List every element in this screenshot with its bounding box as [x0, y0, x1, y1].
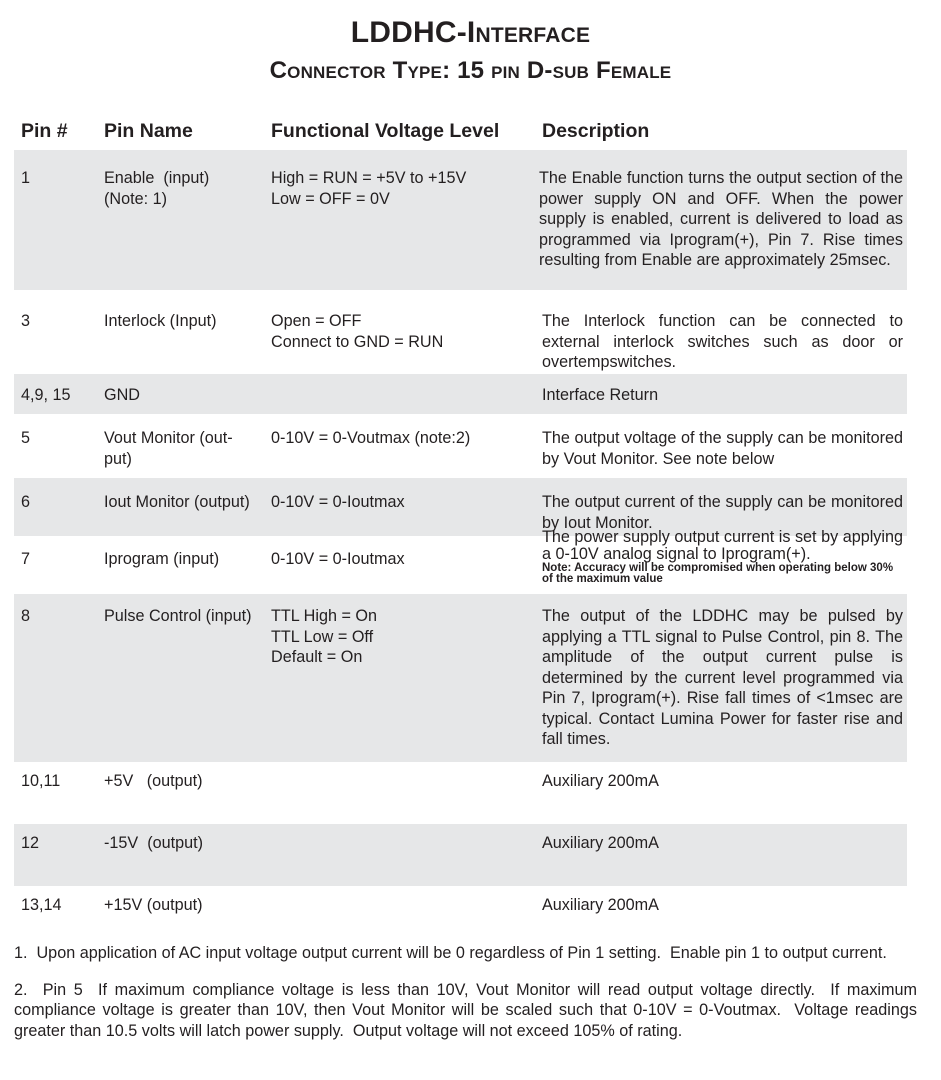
- pin-description: Auxiliary 200mA: [542, 772, 659, 790]
- voltage-level: 0-10V = 0-Ioutmax: [271, 550, 405, 568]
- pin-number: 12: [21, 834, 40, 852]
- header-pin: Pin #: [21, 120, 68, 142]
- pin-description: The power supply output current is set by applying a 0-10V analog signal to Iprogram(+). Note: Accuracy will be compromised when operating below 30% of the maximum value: [542, 528, 903, 585]
- header-description: Description: [542, 120, 650, 142]
- pin-number: 3: [21, 312, 31, 330]
- table-row: [14, 762, 907, 824]
- pin-name: Iout Monitor (output): [104, 493, 250, 511]
- pin-description: The output current of the supply can be monitored by Iout Monitor.: [542, 493, 903, 532]
- voltage-level: TTL High = On TTL Low = Off Default = On: [271, 607, 378, 666]
- footnote-2: 2. Pin 5 If maximum compliance voltage is less than 10V, Vout Monitor will read output voltage directly. If maximum compliance voltage is greater than 10V, then Vout Monitor will be scaled such that 0-10V = 0-Voutmax. Voltage readings greater than 10.5 volts will latch power supply. Output voltage will not exceed 105% of rating.: [14, 980, 922, 1040]
- table-row: [14, 886, 907, 936]
- table-row: [14, 528, 907, 594]
- pin-number: 6: [21, 493, 31, 511]
- pin-table: [14, 120, 907, 936]
- pin-number: 1: [21, 169, 31, 187]
- pin-name: Iprogram (input): [104, 550, 220, 568]
- table-row: [14, 374, 907, 414]
- pin-name: +15V (output): [104, 896, 203, 914]
- pin-name: Pulse Control (input): [104, 607, 252, 625]
- pin-number: 4,9, 15: [21, 386, 71, 404]
- pin-description: The output voltage of the supply can be monitored by Vout Monitor. See note below: [542, 429, 903, 468]
- pin-name: +5V (output): [104, 772, 203, 790]
- pin-number: 7: [21, 550, 31, 568]
- pin-name: Enable (input) (Note: 1): [104, 169, 210, 208]
- pin-description: The Interlock function can be connected to external interlock switches such as door or overtempswitches.: [542, 312, 903, 371]
- voltage-level: Open = OFF Connect to GND = RUN: [271, 312, 444, 351]
- pin-description: Auxiliary 200mA: [542, 834, 659, 852]
- pin-name: GND: [104, 386, 140, 404]
- pin-number: 5: [21, 429, 31, 447]
- voltage-level: 0-10V = 0-Voutmax (note:2): [271, 429, 471, 447]
- page-subtitle: Connector Type: 15 pin D-sub Female: [269, 57, 672, 84]
- table-row: [14, 824, 907, 886]
- pin-name: Vout Monitor (out- put): [104, 429, 233, 468]
- table-row: [14, 290, 907, 374]
- table-row: [14, 414, 907, 478]
- footnotes: [14, 943, 922, 1057]
- voltage-level: 0-10V = 0-Ioutmax: [271, 493, 405, 511]
- pin-number: 13,14: [21, 896, 62, 914]
- table-row: [14, 594, 907, 762]
- pin-description: The Enable function turns the output section of the power supply ON and OFF. When the power supply is enabled, current is delivered to load as programmed via Iprogram(+), Pin 7. Rise times resulting from Enable are approximately 25msec.: [539, 169, 903, 269]
- pin-number: 8: [21, 607, 31, 625]
- pin-description: Auxiliary 200mA: [542, 896, 659, 914]
- voltage-level: High = RUN = +5V to +15V Low = OFF = 0V: [271, 169, 467, 208]
- header-pin-name: Pin Name: [104, 120, 193, 142]
- footnote-1: 1. Upon application of AC input voltage output current will be 0 regardless of Pin 1 setting. Enable pin 1 to output current.: [14, 944, 887, 962]
- pin-description: The output of the LDDHC may be pulsed by applying a TTL signal to Pulse Control, pin 8. The amplitude of the output current pulse is determined by the current level programmed via Pin 7, Iprogram(+). Rise fall times of <1msec are typical. Contact Lumina Power for faster rise and fall times.: [542, 607, 903, 748]
- pin-number: 10,11: [21, 772, 61, 790]
- pin-description: Interface Return: [542, 386, 659, 404]
- table-header: [14, 120, 907, 150]
- pin-name: -15V (output): [104, 834, 203, 852]
- header-voltage: Functional Voltage Level: [271, 120, 500, 142]
- table-row: [14, 150, 907, 290]
- page-title: LDDHC-Interface: [350, 16, 591, 49]
- accuracy-note: Note: Accuracy will be compromised when operating below 30% of the maximum value: [542, 562, 894, 585]
- pin-name: Interlock (Input): [104, 312, 217, 330]
